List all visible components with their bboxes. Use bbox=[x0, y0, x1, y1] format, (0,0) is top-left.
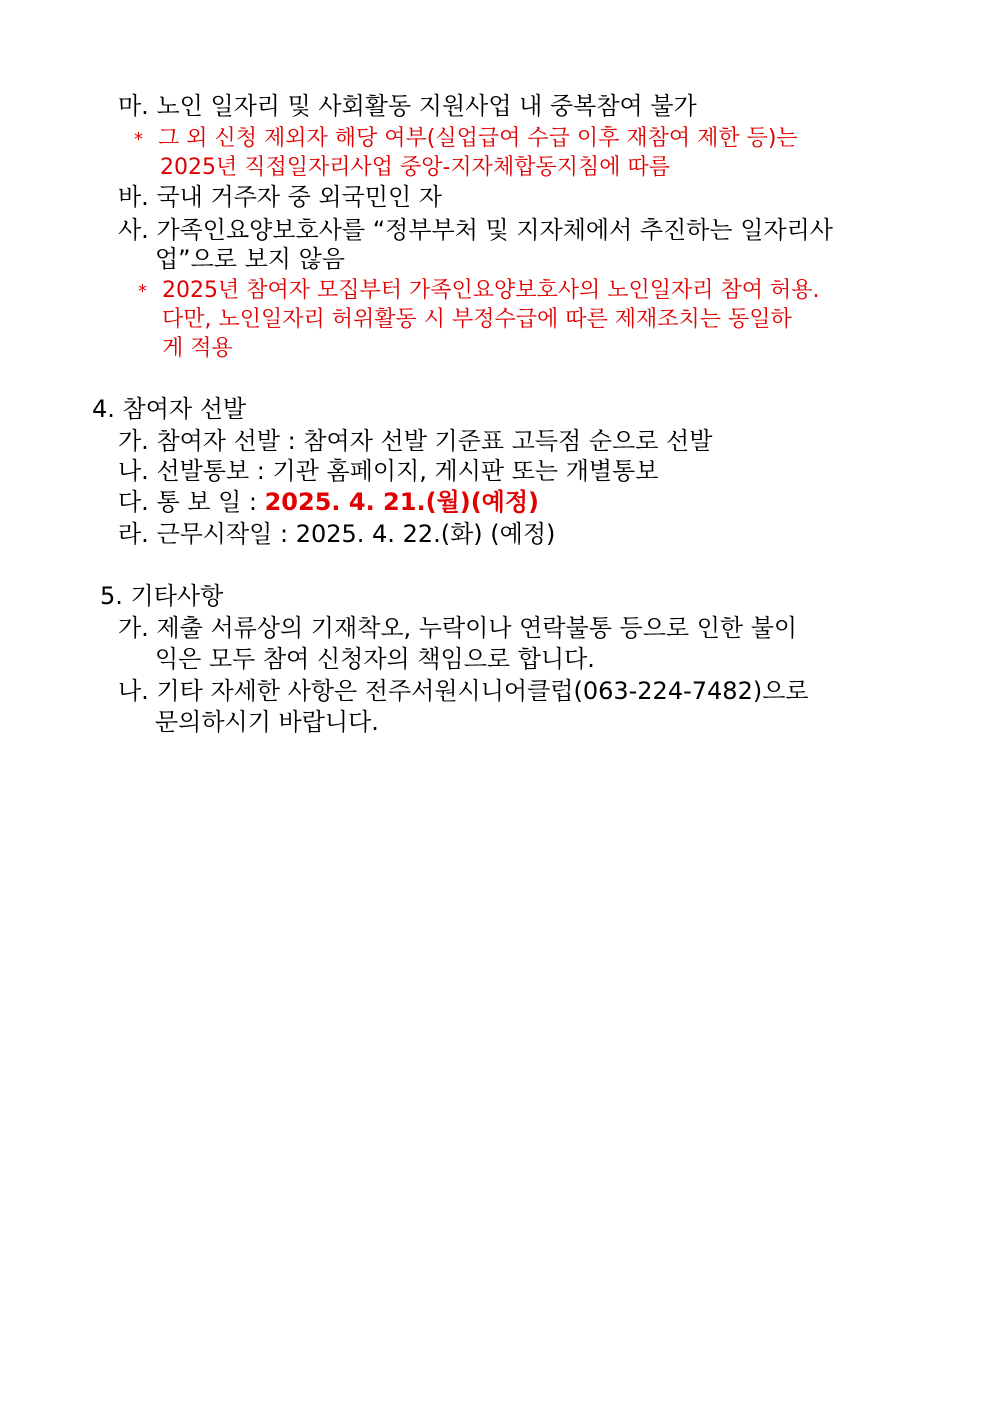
section4-item-na: 나. 선발통보 : 기관 홈페이지, 게시판 또는 개별통보 bbox=[118, 457, 659, 485]
item-ma: 마. 노인 일자리 및 사회활동 지원사업 내 중복참여 불가 bbox=[118, 92, 697, 120]
note-sa-line2: 다만, 노인일자리 허위활동 시 부정수급에 따른 제재조치는 동일하 bbox=[162, 307, 792, 332]
section4-item-ga: 가. 참여자 선발 : 참여자 선발 기준표 고득점 순으로 선발 bbox=[118, 427, 713, 455]
section4-title: 4. 참여자 선발 bbox=[92, 395, 247, 423]
note-sa-text1: 2025년 참여자 모집부터 가족인요양보호사의 노인일자리 참여 허용. bbox=[162, 278, 820, 303]
note-sa-line3: 게 적용 bbox=[162, 336, 233, 361]
note-sa-line1 bbox=[138, 278, 820, 305]
note-bullet: * bbox=[138, 281, 147, 302]
section4-item-da bbox=[118, 488, 539, 516]
section5-item-ga-line1: 가. 제출 서류상의 기재착오, 누락이나 연락불통 등으로 인한 불이 bbox=[118, 614, 798, 642]
item-sa-line1: 사. 가족인요양보호사를 “정부부처 및 지자체에서 추진하는 일자리사 bbox=[118, 216, 833, 244]
notice-date-label: 다. 통 보 일 : bbox=[118, 488, 265, 516]
notice-date-value: 2025. 4. 21.(월)(예정) bbox=[264, 488, 539, 516]
section4-item-ra: 라. 근무시작일 : 2025. 4. 22.(화) (예정) bbox=[118, 520, 556, 548]
section5-item-na-line2: 문의하시기 바랍니다. bbox=[155, 708, 379, 736]
section5-title: 5. 기타사항 bbox=[100, 582, 224, 610]
item-sa-line2: 업”으로 보지 않음 bbox=[155, 245, 345, 273]
note-ma-text1: 그 외 신청 제외자 해당 여부(실업급여 수급 이후 재참여 제한 등)는 bbox=[158, 126, 798, 151]
note-ma-line2: 2025년 직접일자리사업 중앙-지자체합동지침에 따름 bbox=[160, 155, 670, 180]
note-ma-line1 bbox=[134, 126, 798, 153]
note-bullet: * bbox=[134, 129, 143, 150]
item-ba: 바. 국내 거주자 중 외국민인 자 bbox=[118, 183, 442, 211]
section5-item-na-line1: 나. 기타 자세한 사항은 전주서원시니어클럽(063-224-7482)으로 bbox=[118, 677, 809, 705]
section5-item-ga-line2: 익은 모두 참여 신청자의 책임으로 합니다. bbox=[155, 645, 595, 673]
